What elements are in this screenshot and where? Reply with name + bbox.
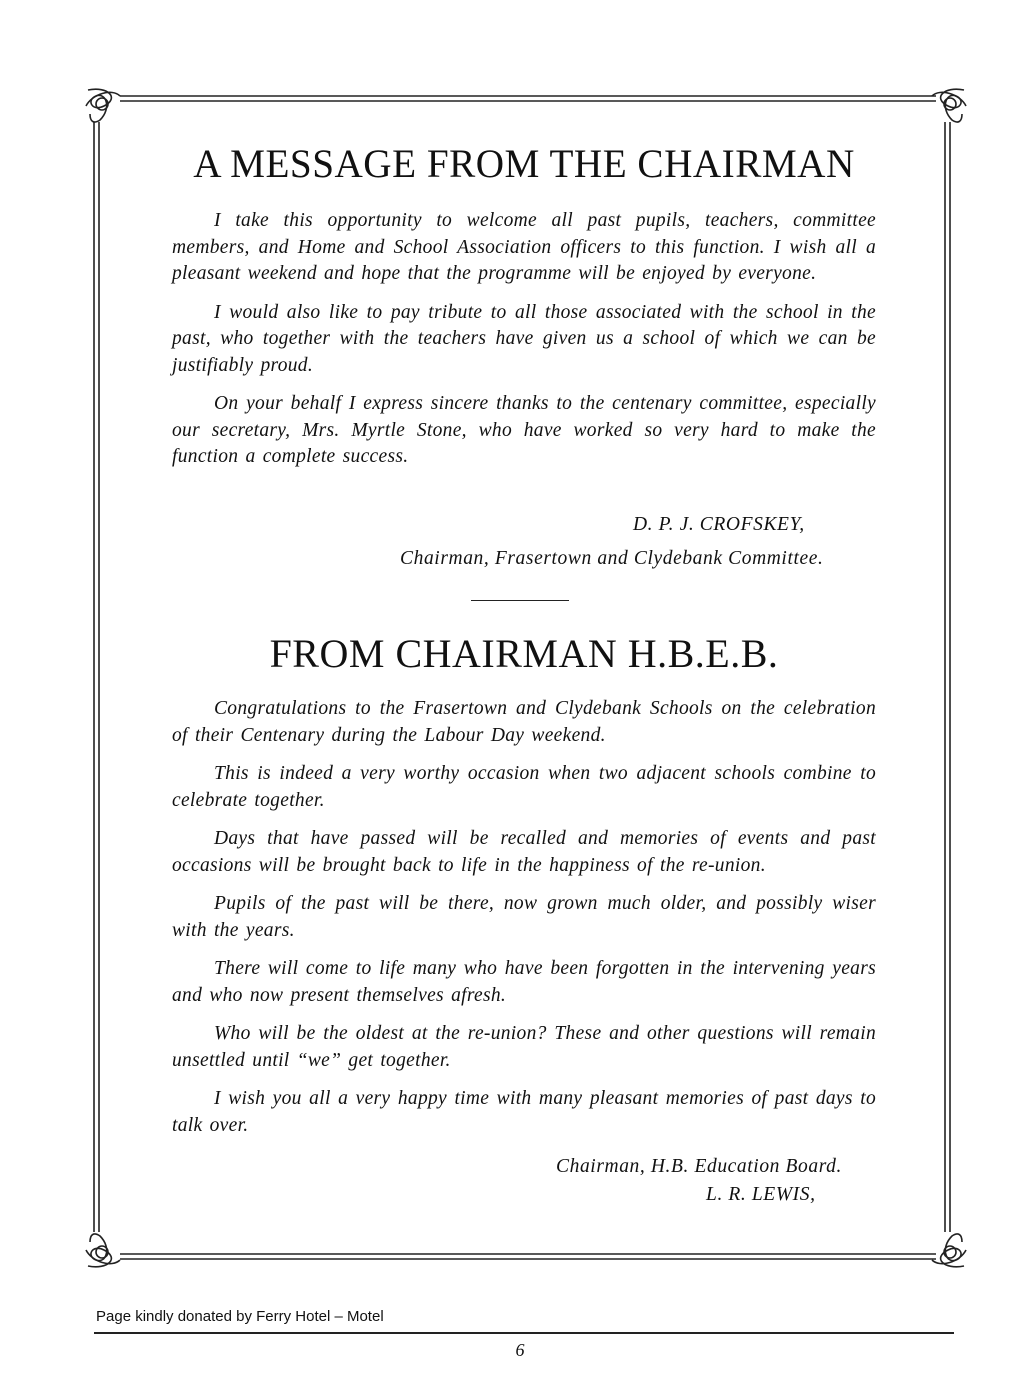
body-paragraph: I take this opportunity to welcome all past pupils, teachers, committee members, and Home and School Association officers to this function. I wish all a pleasant weekend and hope that the programme will be enjoyed by everyone. bbox=[172, 210, 876, 284]
chairman-message-title: A MESSAGE FROM THE CHAIRMAN bbox=[193, 141, 855, 186]
body-paragraph: I wish you all a very happy time with many pleasant memories of past days to talk over. bbox=[172, 1088, 876, 1136]
body-paragraph: This is indeed a very worthy occasion when two adjacent schools combine to celebrate together. bbox=[172, 763, 876, 811]
body-paragraph: I would also like to pay tribute to all those associated with the school in the past, who together with the teachers have given us a school of which we can be justifiably proud. bbox=[172, 301, 876, 376]
hbeb-message-title: FROM CHAIRMAN H.B.E.B. bbox=[269, 631, 779, 676]
celtic-knot-icon bbox=[82, 84, 126, 128]
body-paragraph: There will come to life many who have been forgotten in the intervening years and who now present themselves afresh. bbox=[172, 958, 876, 1006]
body-paragraph: On your behalf I express sincere thanks to the centenary committee, especially our secretary, Mrs. Myrtle Stone, who have worked so very hard to make the function a complete success. bbox=[172, 393, 876, 467]
footer-credit: Page kindly donated by Ferry Hotel – Motel bbox=[96, 1308, 384, 1325]
body-paragraph: Who will be the oldest at the re-union? These and other questions will remain unsettled until “we” get together. bbox=[172, 1023, 876, 1071]
footer-rule bbox=[94, 1332, 954, 1334]
chairman-message-body bbox=[172, 208, 876, 483]
signature-name: L. R. LEWIS, bbox=[706, 1184, 816, 1205]
celtic-knot-icon bbox=[82, 1228, 126, 1272]
signature-title: Chairman, H.B. Education Board. bbox=[556, 1156, 842, 1177]
page-number: 6 bbox=[515, 1340, 525, 1360]
section-divider bbox=[471, 600, 569, 601]
body-paragraph: Pupils of the past will be there, now grown much older, and possibly wiser with the years. bbox=[172, 893, 876, 941]
hbeb-message-body bbox=[172, 696, 876, 1151]
celtic-knot-icon bbox=[926, 1228, 970, 1272]
body-paragraph: Days that have passed will be recalled and memories of events and past occasions will be brought back to life in the happiness of the re-union. bbox=[172, 828, 876, 876]
signature-title: Chairman, Frasertown and Clydebank Committee. bbox=[400, 548, 824, 569]
signature-name: D. P. J. CROFSKEY, bbox=[633, 514, 805, 535]
body-paragraph: Congratulations to the Frasertown and Clydebank Schools on the celebration of their Centenary during the Labour Day weekend. bbox=[172, 698, 876, 746]
celtic-knot-icon bbox=[926, 84, 970, 128]
